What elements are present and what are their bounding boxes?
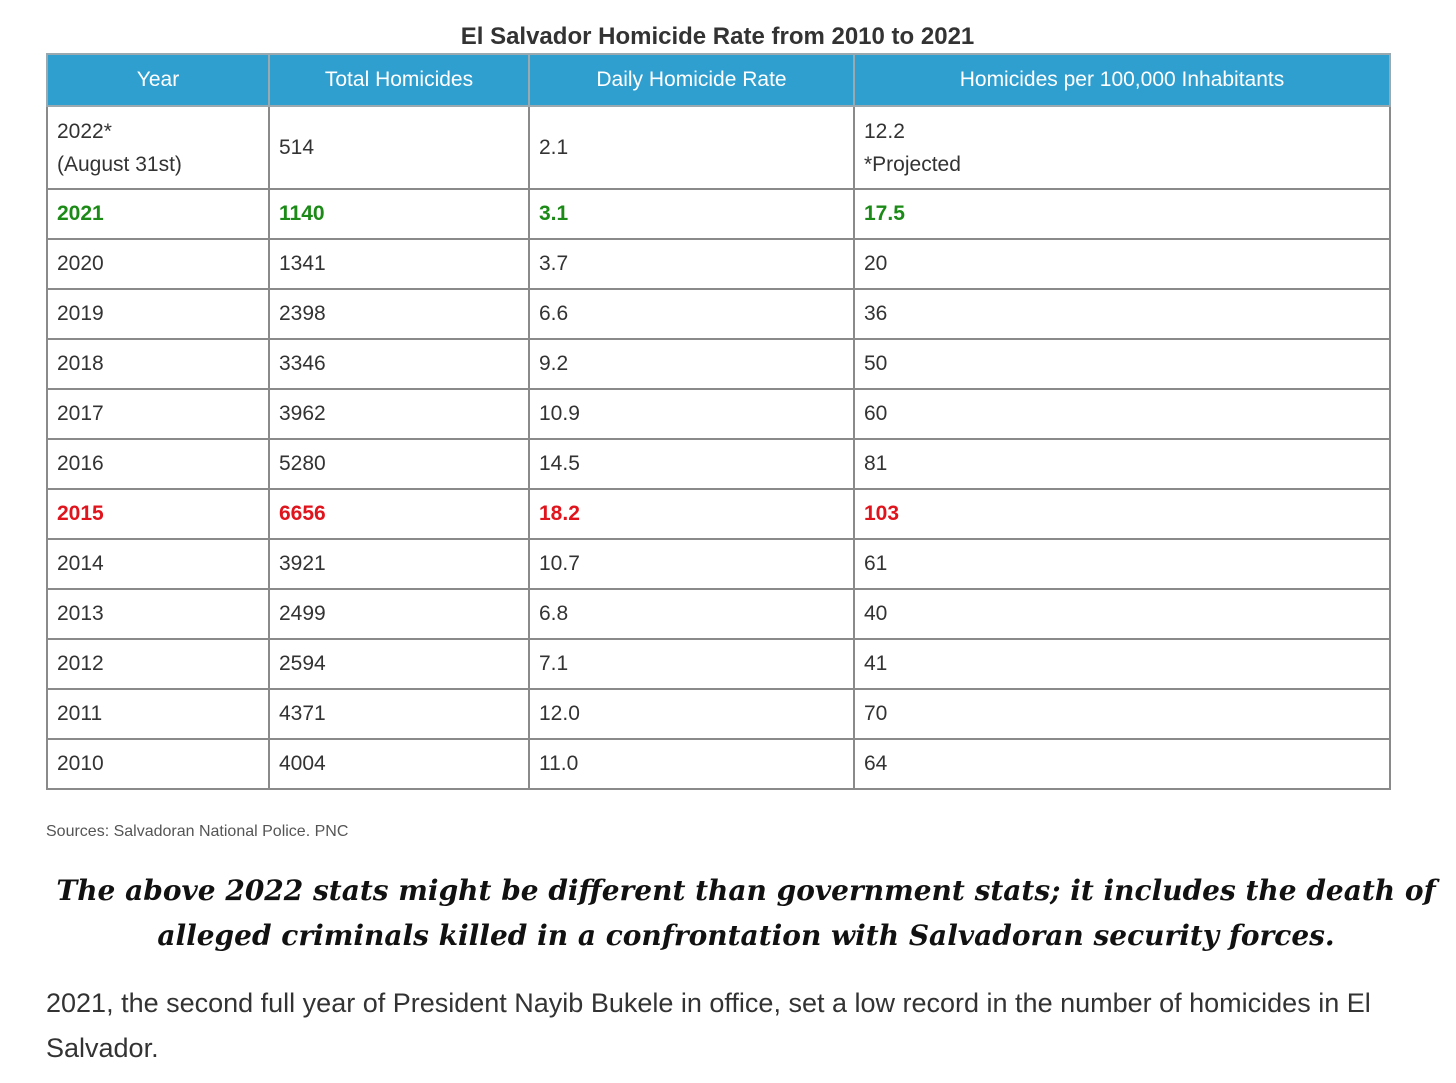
- cell-per-100k: [854, 739, 1390, 789]
- table-row: [47, 389, 1390, 439]
- homicide-table: [46, 53, 1391, 790]
- cell-total-homicides-value: 1341: [279, 252, 326, 275]
- cell-daily-rate-value: 10.7: [539, 552, 580, 575]
- cell-total-homicides-value: 5280: [279, 452, 326, 475]
- cell-per-100k: [854, 589, 1390, 639]
- cell-year: [47, 739, 269, 789]
- cell-year-value: 2020: [57, 252, 104, 275]
- header-homicides-per-100k: Homicides per 100,000 Inhabitants: [854, 54, 1390, 106]
- cell-daily-rate-value: 3.7: [539, 252, 569, 275]
- cell-total-homicides-value: 2398: [279, 302, 326, 325]
- cell-total-homicides: [269, 639, 529, 689]
- cell-total-homicides-value: 6656: [279, 502, 326, 525]
- cell-total-homicides: [269, 689, 529, 739]
- cell-per-100k-value: 12.2: [864, 119, 905, 143]
- cell-total-homicides-value: 2594: [279, 652, 326, 675]
- table-row: [47, 539, 1390, 589]
- cell-per-100k: [854, 439, 1390, 489]
- cell-per-100k: [854, 106, 1390, 189]
- cell-per-100k: [854, 539, 1390, 589]
- cell-daily-rate: [529, 439, 854, 489]
- cell-per-100k-value: 70: [864, 702, 888, 725]
- cell-total-homicides: [269, 489, 529, 539]
- cell-daily-rate: [529, 389, 854, 439]
- table-row: [47, 189, 1390, 239]
- cell-year-value: 2010: [57, 752, 104, 775]
- table-row: [47, 689, 1390, 739]
- cell-per-100k-value: 36: [864, 302, 888, 325]
- cell-total-homicides: [269, 189, 529, 239]
- cell-daily-rate: [529, 239, 854, 289]
- body-paragraph: 2021, the second full year of President Nayib Bukele in office, set a low record in the number of homicides in El Salvador.: [46, 988, 1371, 1063]
- table-title: El Salvador Homicide Rate from 2010 to 2021: [460, 23, 975, 50]
- table-row: [47, 739, 1390, 789]
- cell-per-100k-value: 17.5: [864, 202, 905, 225]
- cell-per-100k: [854, 489, 1390, 539]
- cell-year: [47, 689, 269, 739]
- cell-year: [47, 639, 269, 689]
- table-row: [47, 639, 1390, 689]
- cell-daily-rate: [529, 589, 854, 639]
- cell-per-100k: [854, 689, 1390, 739]
- cell-per-100k-value: 61: [864, 552, 888, 575]
- cell-total-homicides: [269, 539, 529, 589]
- cell-daily-rate: [529, 689, 854, 739]
- cell-per-100k-value: 20: [864, 252, 888, 275]
- source-note: Sources: Salvadoran National Police. PNC: [46, 823, 349, 840]
- cell-daily-rate-value: 7.1: [539, 652, 569, 675]
- cell-year: [47, 289, 269, 339]
- cell-daily-rate-value: 18.2: [539, 502, 580, 525]
- cell-daily-rate: [529, 289, 854, 339]
- cell-daily-rate: [529, 739, 854, 789]
- cell-year: [47, 106, 269, 189]
- cell-total-homicides: [269, 239, 529, 289]
- cell-year: [47, 589, 269, 639]
- cell-per-100k-value: 40: [864, 602, 888, 625]
- cell-daily-rate: [529, 189, 854, 239]
- cell-per-100k-value: 50: [864, 352, 888, 375]
- cell-year-value: 2016: [57, 452, 104, 475]
- cell-total-homicides-value: 3921: [279, 552, 326, 575]
- cell-year-value: 2019: [57, 302, 104, 325]
- cell-year-value: 2014: [57, 552, 104, 575]
- cell-total-homicides-value: 1140: [279, 202, 325, 225]
- cell-year-value: 2015: [57, 502, 104, 525]
- cell-daily-rate: [529, 339, 854, 389]
- cell-year-value: 2013: [57, 602, 104, 625]
- cell-year: [47, 389, 269, 439]
- table-row: [47, 339, 1390, 389]
- cell-per-100k-value: 64: [864, 752, 888, 775]
- cell-total-homicides: [269, 589, 529, 639]
- table-row: [47, 439, 1390, 489]
- cell-total-homicides-value: 514: [279, 136, 315, 159]
- cell-per-100k-value: 41: [864, 652, 888, 675]
- cell-year: [47, 489, 269, 539]
- cell-year-value: 2011: [57, 702, 103, 725]
- cell-year-value: 2021: [57, 202, 104, 225]
- cell-year-subtext: (August 31st): [57, 152, 182, 176]
- stats-disclaimer: The above 2022 stats might be different than government stats; it includes the death of alleged criminals killed in a confrontation with Salvadoran security forces.: [56, 874, 1436, 952]
- cell-total-homicides: [269, 439, 529, 489]
- table-row: [47, 289, 1390, 339]
- cell-total-homicides-value: 3962: [279, 402, 326, 425]
- cell-daily-rate: [529, 489, 854, 539]
- cell-total-homicides: [269, 289, 529, 339]
- cell-year: [47, 189, 269, 239]
- cell-per-100k-value: 81: [864, 452, 888, 475]
- table-row: [47, 239, 1390, 289]
- cell-per-100k: [854, 389, 1390, 439]
- cell-daily-rate-value: 6.8: [539, 602, 569, 625]
- table-row: [47, 106, 1390, 189]
- cell-year: [47, 539, 269, 589]
- table-row: [47, 489, 1390, 539]
- cell-year: [47, 239, 269, 289]
- cell-year-value: 2012: [57, 652, 104, 675]
- cell-total-homicides: [269, 339, 529, 389]
- cell-per-100k-subtext: *Projected: [864, 152, 961, 176]
- cell-daily-rate-value: 12.0: [539, 702, 580, 725]
- header-total-homicides: Total Homicides: [269, 54, 529, 106]
- cell-per-100k: [854, 189, 1390, 239]
- cell-total-homicides-value: 3346: [279, 352, 326, 375]
- cell-year: [47, 439, 269, 489]
- header-daily-homicide-rate: Daily Homicide Rate: [529, 54, 854, 106]
- table-body: [47, 106, 1390, 789]
- cell-per-100k-value: 103: [864, 502, 900, 525]
- cell-total-homicides: [269, 106, 529, 189]
- cell-year-value: 2018: [57, 352, 104, 375]
- cell-total-homicides: [269, 739, 529, 789]
- cell-per-100k-value: 60: [864, 402, 888, 425]
- cell-daily-rate-value: 6.6: [539, 302, 569, 325]
- header-year: Year: [47, 54, 269, 106]
- cell-daily-rate: [529, 106, 854, 189]
- cell-daily-rate-value: 14.5: [539, 452, 580, 475]
- cell-total-homicides-value: 4004: [279, 752, 326, 775]
- cell-year: [47, 339, 269, 389]
- cell-daily-rate: [529, 539, 854, 589]
- cell-daily-rate-value: 11.0: [539, 752, 579, 775]
- cell-year-value: 2017: [57, 402, 104, 425]
- cell-daily-rate-value: 3.1: [539, 202, 569, 225]
- cell-total-homicides: [269, 389, 529, 439]
- cell-per-100k: [854, 339, 1390, 389]
- cell-per-100k: [854, 639, 1390, 689]
- cell-total-homicides-value: 2499: [279, 602, 326, 625]
- table-header-row: [47, 54, 1390, 106]
- cell-daily-rate-value: 10.9: [539, 402, 580, 425]
- table-row: [47, 589, 1390, 639]
- cell-per-100k: [854, 239, 1390, 289]
- cell-total-homicides-value: 4371: [279, 702, 326, 725]
- cell-per-100k: [854, 289, 1390, 339]
- cell-year-value: 2022*: [57, 119, 112, 143]
- cell-daily-rate-value: 2.1: [539, 136, 569, 159]
- cell-daily-rate-value: 9.2: [539, 352, 569, 375]
- cell-daily-rate: [529, 639, 854, 689]
